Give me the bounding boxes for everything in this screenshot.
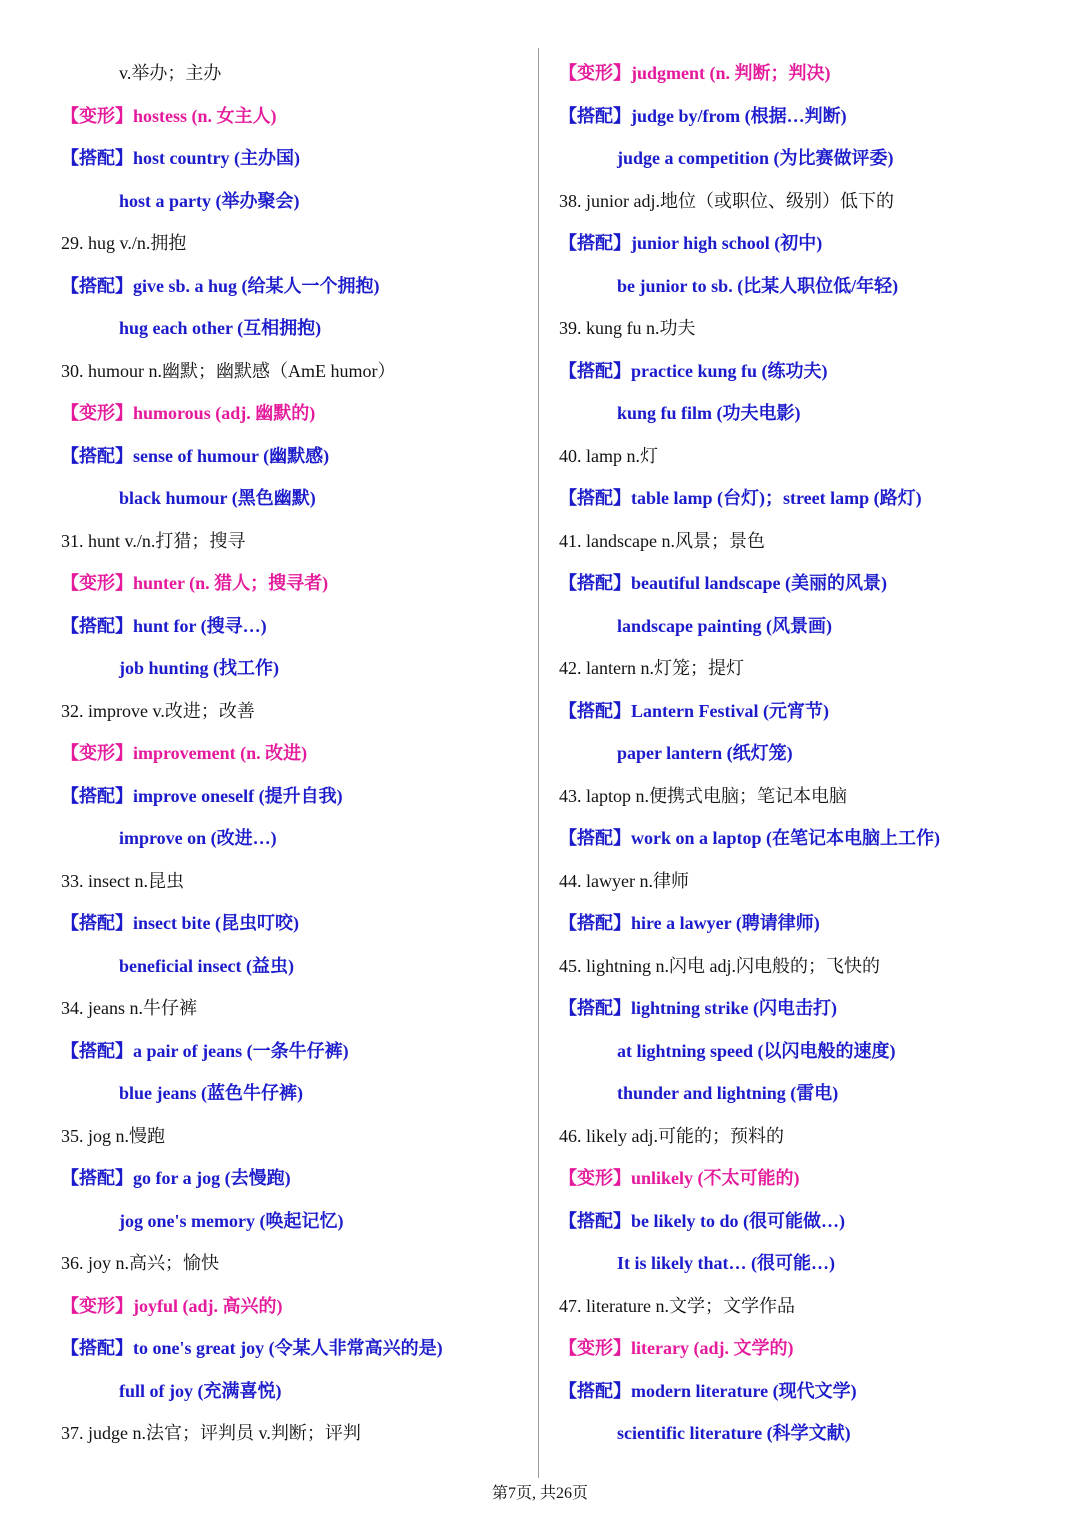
entry-headword: 45. lightning n.闪电 adj.闪电般的；飞快的 bbox=[559, 955, 880, 976]
entry-headword: 30. humour n.幽默；幽默感（AmE humor） bbox=[61, 360, 396, 381]
collocation-continued: kung fu film (功夫电影) bbox=[617, 403, 801, 423]
entry-headword: 43. laptop n.便携式电脑；笔记本电脑 bbox=[559, 785, 847, 806]
variant-line: 【变形】improvement (n. 改进) bbox=[61, 743, 308, 763]
collocation-line: 【搭配】to one's great joy (令某人非常高兴的是) bbox=[61, 1338, 443, 1358]
collocation-line: 【搭配】give sb. a hug (给某人一个拥抱) bbox=[61, 275, 380, 296]
collocation-continued: job hunting (找工作) bbox=[119, 658, 280, 678]
collocation-line: 【搭配】judge by/from (根据…判断) bbox=[559, 105, 847, 126]
collocation-line: 【搭配】sense of humour (幽默感) bbox=[61, 445, 330, 466]
collocation-continued: jog one's memory (唤起记忆) bbox=[119, 1210, 344, 1231]
variant-line: 【变形】humorous (adj. 幽默的) bbox=[61, 403, 316, 423]
collocation-continued: full of joy (充满喜悦) bbox=[119, 1380, 282, 1401]
entry-headword: 31. hunt v./n.打猎；搜寻 bbox=[61, 530, 246, 551]
variant-line: 【变形】unlikely (不太可能的) bbox=[559, 1168, 800, 1188]
entry-definition-continued: v.举办；主办 bbox=[119, 63, 222, 83]
collocation-line: 【搭配】a pair of jeans (一条牛仔裤) bbox=[61, 1040, 349, 1061]
collocation-continued: improve on (改进…) bbox=[119, 828, 277, 848]
entry-headword: 46. likely adj.可能的；预料的 bbox=[559, 1125, 784, 1146]
entry-headword: 39. kung fu n.功夫 bbox=[559, 318, 696, 338]
entry-headword: 47. literature n.文学；文学作品 bbox=[559, 1295, 795, 1316]
collocation-line: 【搭配】host country (主办国) bbox=[61, 148, 300, 168]
entry-headword: 33. insect n.昆虫 bbox=[61, 870, 184, 891]
entry-headword: 44. lawyer n.律师 bbox=[559, 870, 689, 891]
collocation-line: 【搭配】go for a jog (去慢跑) bbox=[61, 1168, 291, 1188]
collocation-continued: landscape painting (风景画) bbox=[617, 615, 833, 636]
variant-line: 【变形】literary (adj. 文学的) bbox=[559, 1338, 794, 1358]
collocation-line: 【搭配】beautiful landscape (美丽的风景) bbox=[559, 573, 888, 593]
entry-headword: 38. junior adj.地位（或职位、级别）低下的 bbox=[559, 190, 894, 211]
collocation-continued: black humour (黑色幽默) bbox=[119, 488, 316, 508]
variant-line: 【变形】hunter (n. 猎人；搜寻者) bbox=[61, 573, 329, 593]
collocation-line: 【搭配】practice kung fu (练功夫) bbox=[559, 360, 828, 381]
collocation-line: 【搭配】work on a laptop (在笔记本电脑上工作) bbox=[559, 828, 941, 848]
collocation-line: 【搭配】be likely to do (很可能做…) bbox=[559, 1210, 845, 1231]
right-column bbox=[559, 52, 1059, 1455]
column-divider bbox=[538, 48, 539, 1478]
variant-line: 【变形】judgment (n. 判断；判决) bbox=[559, 63, 831, 83]
left-column bbox=[61, 52, 526, 1455]
collocation-continued: thunder and lightning (雷电) bbox=[617, 1083, 839, 1103]
collocation-continued: be junior to sb. (比某人职位低/年轻) bbox=[617, 275, 899, 296]
collocation-line: 【搭配】lightning strike (闪电击打) bbox=[559, 998, 838, 1018]
collocation-line: 【搭配】hire a lawyer (聘请律师) bbox=[559, 913, 820, 933]
entry-headword: 29. hug v./n.拥抱 bbox=[61, 233, 187, 253]
collocation-continued: blue jeans (蓝色牛仔裤) bbox=[119, 1083, 303, 1103]
entry-headword: 35. jog n.慢跑 bbox=[61, 1125, 166, 1146]
collocation-continued: It is likely that… (很可能…) bbox=[617, 1253, 835, 1273]
collocation-line: 【搭配】hunt for (搜寻…) bbox=[61, 615, 267, 636]
collocation-continued: paper lantern (纸灯笼) bbox=[617, 743, 793, 763]
collocation-line: 【搭配】table lamp (台灯)；street lamp (路灯) bbox=[559, 488, 922, 508]
entry-headword: 40. lamp n.灯 bbox=[559, 445, 658, 466]
collocation-line: 【搭配】insect bite (昆虫叮咬) bbox=[61, 913, 299, 933]
variant-line: 【变形】joyful (adj. 高兴的) bbox=[61, 1295, 283, 1316]
entry-headword: 36. joy n.高兴；愉快 bbox=[61, 1253, 220, 1273]
collocation-continued: at lightning speed (以闪电般的速度) bbox=[617, 1040, 896, 1061]
entry-headword: 37. judge n.法官；评判员 v.判断；评判 bbox=[61, 1423, 361, 1443]
entry-headword: 41. landscape n.风景；景色 bbox=[559, 530, 765, 551]
collocation-line: 【搭配】modern literature (现代文学) bbox=[559, 1380, 857, 1401]
collocation-line: 【搭配】junior high school (初中) bbox=[559, 233, 823, 253]
page-footer: 第7页, 共26页 bbox=[491, 1485, 588, 1502]
collocation-line: 【搭配】Lantern Festival (元宵节) bbox=[559, 700, 829, 721]
collocation-continued: hug each other (互相拥抱) bbox=[119, 318, 322, 338]
collocation-continued: host a party (举办聚会) bbox=[119, 190, 300, 211]
entry-headword: 34. jeans n.牛仔裤 bbox=[61, 998, 197, 1018]
collocation-continued: scientific literature (科学文献) bbox=[617, 1423, 851, 1443]
variant-line: 【变形】hostess (n. 女主人) bbox=[61, 105, 277, 126]
collocation-line: 【搭配】improve oneself (提升自我) bbox=[61, 785, 343, 806]
collocation-continued: beneficial insect (益虫) bbox=[119, 955, 294, 976]
entry-headword: 42. lantern n.灯笼；提灯 bbox=[559, 658, 744, 678]
entry-headword: 32. improve v.改进；改善 bbox=[61, 700, 255, 721]
collocation-continued: judge a competition (为比赛做评委) bbox=[617, 148, 894, 168]
